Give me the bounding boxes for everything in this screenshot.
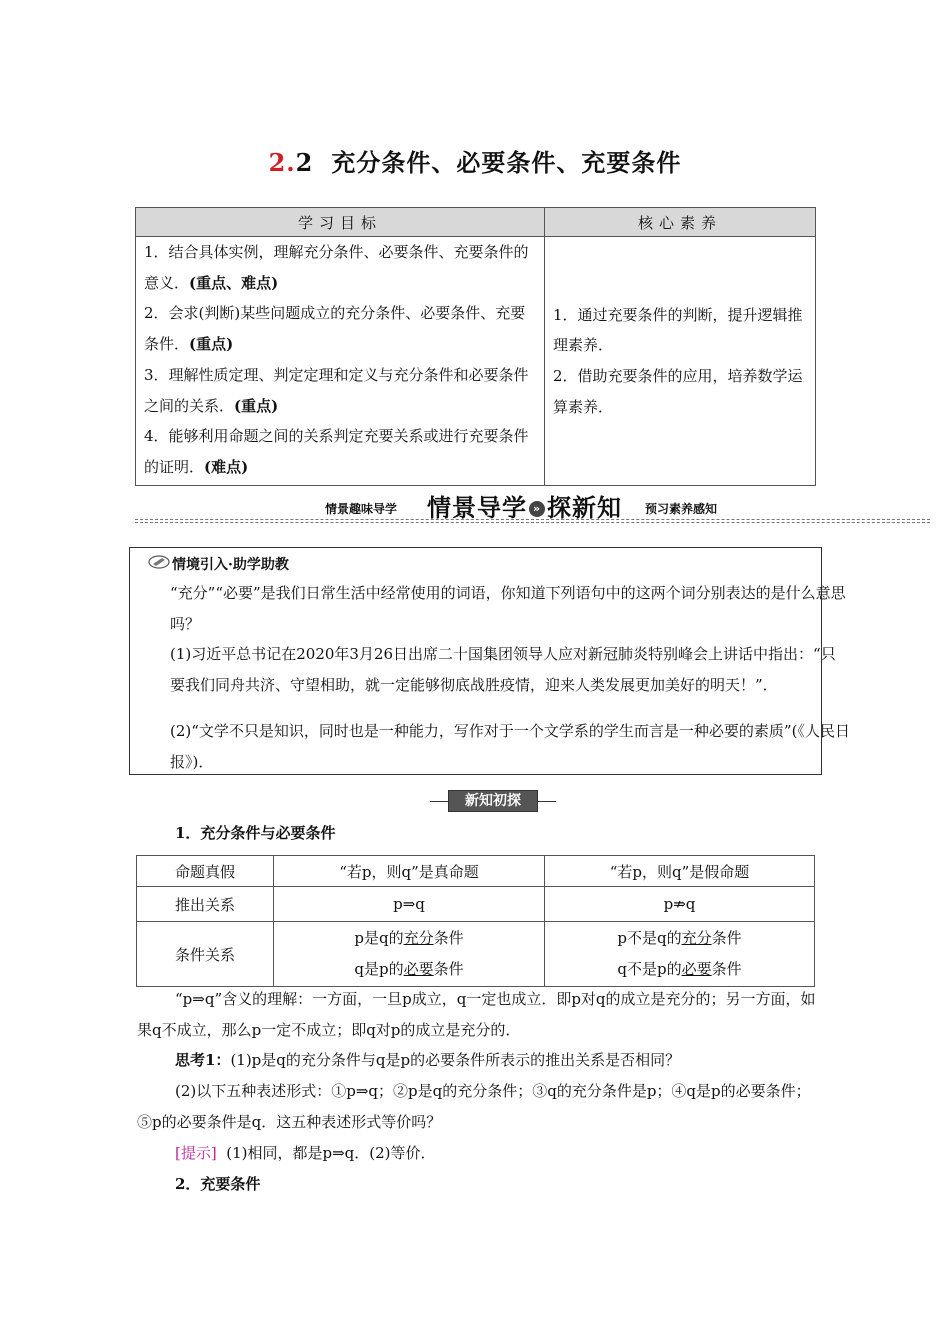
- goals-list: [136, 237, 545, 486]
- hint: [提示] (1)相同，都是p⇒q．(2)等价．: [175, 1144, 436, 1162]
- think-question-2: (2)以下五种表述形式：①p⇒q；②p是q的充分条件；③q的充分条件是p；④q是p的必要条件；⑤p的必要条件是q．这五种表述形式等价吗？: [137, 1082, 811, 1131]
- title-text: 充分条件、必要条件、充要条件: [331, 148, 682, 177]
- core-list: [545, 237, 816, 486]
- goals-header: 学习目标: [136, 208, 545, 237]
- pen-book-icon: [148, 554, 170, 570]
- section-heading-2: 2．充要条件: [175, 1175, 261, 1193]
- core-header: 核心素养: [545, 208, 816, 237]
- condition-table: [136, 855, 815, 987]
- intro-quote-1: (1)习近平总书记在2020年3月26日出席二十国集团领导人应对新冠肺炎特别峰会上讲话中指出：“只要我们同舟共济、守望相助，就一定能够彻底战胜疫情，迎来人类发展更加美好的明天！”．: [170, 645, 836, 694]
- intro-box: [129, 547, 850, 775]
- arrow-icon: »: [529, 501, 545, 517]
- core-item: 1．通过充要条件的判断，提升逻辑推理素养．: [553, 305, 803, 355]
- section-number: 2: [295, 148, 314, 177]
- goal-item: 3．理解性质定理、判定定理和定义与充分条件和必要条件之间的关系．(重点): [144, 365, 529, 415]
- explanation-paragraph: “p⇒q”含义的理解：一方面，一旦p成立，q一定也成立．即p对q的成立是充分的；另一方面，如果q不成立，那么p一定不成立；即q对p的成立是充分的．: [137, 990, 816, 1039]
- true-header: “若p，则q”是真命题: [274, 856, 545, 887]
- section-banner: [135, 488, 930, 524]
- false-implies: p⇏q: [545, 887, 815, 922]
- section-heading-1: 1．充分条件与必要条件: [175, 824, 336, 842]
- think-question-1: 思考1：(1)p是q的充分条件与q是p的必要条件所表示的推出关系是否相同？: [175, 1051, 681, 1069]
- row-header: 推出关系: [137, 887, 274, 922]
- goal-item: 1．结合具体实例，理解充分条件、必要条件、充要条件的意义．(重点、难点): [144, 243, 529, 292]
- banner-right-label: 预习素养感知: [645, 502, 718, 516]
- banner-left-label: 情景趣味导学: [325, 502, 398, 516]
- row-header: 条件关系: [137, 922, 274, 987]
- goal-item: 2．会求(判断)某些问题成立的充分条件、必要条件、充要条件．(重点): [144, 304, 526, 354]
- intro-header: 情境引入·助学助教: [172, 557, 289, 573]
- false-relation: p不是q的充分条件 q不是p的必要条件: [545, 922, 815, 987]
- row-header: 命题真假: [137, 856, 274, 887]
- page-title: [0, 143, 950, 178]
- intro-paragraph: “充分”“必要”是我们日常生活中经常使用的词语，你知道下列语句中的这两个词分别表达的是什么意思吗？: [170, 584, 846, 633]
- hint-label: [提示]: [175, 1144, 217, 1162]
- core-item: 2．借助充要条件的应用，培养数学运算素养．: [553, 367, 803, 416]
- goals-table: [135, 207, 816, 486]
- section-number-red: 2.: [268, 148, 296, 177]
- banner-title: 情景导学 » 探新知: [427, 494, 622, 522]
- intro-quote-2: (2)“文学不只是知识，同时也是一种能力，写作对于一个文学系的学生而言是一种必要的素质”(《人民日报》)．: [170, 722, 850, 771]
- new-knowledge-tag: 新知初探: [430, 790, 556, 812]
- true-implies: p⇒q: [274, 887, 545, 922]
- true-relation: p是q的充分条件 q是p的必要条件: [274, 922, 545, 987]
- goal-item: 4．能够利用命题之间的关系判定充要关系或进行充要条件的证明．(难点): [144, 427, 529, 476]
- false-header: “若p，则q”是假命题: [545, 856, 815, 887]
